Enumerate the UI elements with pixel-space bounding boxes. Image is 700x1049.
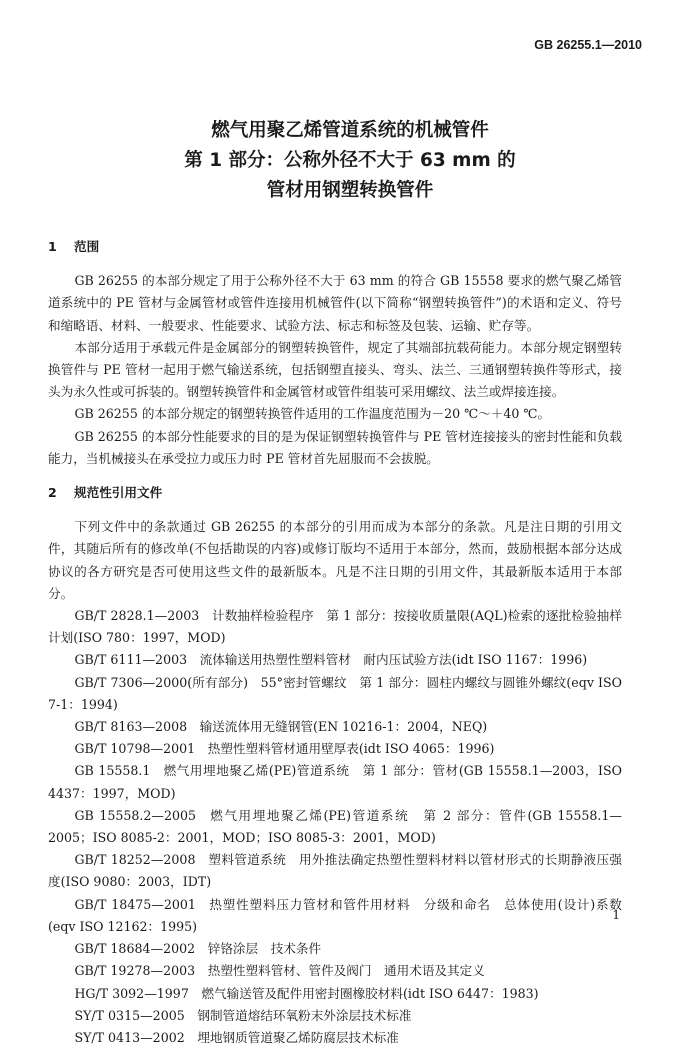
reference-code: GB/T 6111—2003 xyxy=(74,652,188,668)
reference-item xyxy=(48,672,622,716)
reference-title: 钢制管道熔结环氧粉末外涂层技术标准 xyxy=(197,1007,412,1023)
reference-code: SY/T 0315—2005 xyxy=(74,1007,185,1023)
section-title: 规范性引用文件 xyxy=(74,485,163,501)
reference-title: 55°密封管螺纹 第 1 部分：圆柱内螺纹与圆锥外螺纹(eqv ISO 7-1：1994) xyxy=(48,674,622,712)
reference-title: 塑料管道系统 用外推法确定热塑性塑料材料以管材形式的长期静液压强度(ISO 9080：2003，IDT) xyxy=(48,852,623,890)
reference-title: 流体输送用热塑性塑料管材 耐内压试验方法(idt ISO 1167：1996) xyxy=(199,652,588,668)
document-body xyxy=(48,236,622,1049)
reference-code: GB/T 7306—2000(所有部分) xyxy=(74,674,249,690)
reference-code: GB/T 18252—2008 xyxy=(74,852,196,868)
reference-title: 热塑性塑料管材、管件及阀门 通用术语及其定义 xyxy=(207,963,485,979)
reference-item xyxy=(48,649,622,671)
paragraph: GB 26255 的本部分性能要求的目的是为保证钢塑转换管件与 PE 管材连接接头的密封性能和负载能力，当机械接头在承受拉力或压力时 PE 管材首先屈服而不会拔脱。 xyxy=(48,428,622,466)
reference-code: GB/T 18475—2001 xyxy=(74,896,196,912)
reference-code: GB/T 8163—2008 xyxy=(74,719,188,735)
reference-item xyxy=(48,760,622,804)
reference-title: 输送流体用无缝钢管(EN 10216-1：2004，NEQ) xyxy=(199,719,488,735)
reference-item xyxy=(48,716,622,738)
reference-item xyxy=(48,805,622,849)
reference-code: GB/T 10798—2001 xyxy=(74,741,196,757)
reference-code: HG/T 3092—1997 xyxy=(74,985,189,1001)
reference-item xyxy=(48,938,622,960)
section-title: 范围 xyxy=(74,239,100,254)
reference-title: 热塑性塑料压力管材和管件用材料 分级和命名 总体使用(设计)系数(eqv ISO 12162：1995) xyxy=(48,896,623,934)
reference-item xyxy=(48,738,622,760)
reference-item xyxy=(48,1027,622,1049)
reference-item xyxy=(48,960,622,982)
reference-code: GB 15558.1 xyxy=(74,763,151,779)
title-line: 第 1 部分：公称外径不大于 63 mm 的 xyxy=(184,150,516,171)
reference-code: GB/T 2828.1—2003 xyxy=(74,608,200,624)
section-number: 1 xyxy=(48,239,57,254)
section-heading-normative-references xyxy=(48,482,622,504)
reference-title: 热塑性塑料管材通用壁厚表(idt ISO 4065：1996) xyxy=(207,741,495,757)
paragraph: GB 26255 的本部分规定的钢塑转换管件适用的工作温度范围为－20 ℃～＋40 ℃。 xyxy=(74,406,551,422)
reference-title: 燃气用埋地聚乙烯(PE)管道系统 第 2 部分：管件(GB 15558.1—2005；ISO 8085-2：2001，MOD；ISO 8085-3：2001，MOD) xyxy=(48,807,622,846)
reference-item xyxy=(48,605,622,649)
reference-item xyxy=(48,849,622,893)
reference-code: GB/T 19278—2003 xyxy=(74,963,196,979)
reference-item xyxy=(48,894,622,938)
reference-code: SY/T 0413—2002 xyxy=(74,1029,185,1045)
standard-number: GB 26255.1—2010 xyxy=(534,38,642,52)
document-title xyxy=(0,116,700,206)
title-line: 管材用钢塑转换管件 xyxy=(266,180,434,201)
reference-item xyxy=(48,983,622,1005)
section-number: 2 xyxy=(48,485,57,501)
reference-item xyxy=(48,1005,622,1027)
paragraph: GB 26255 的本部分规定了用于公称外径不大于 63 mm 的符合 GB 15558 要求的燃气聚乙烯管道系统中的 PE 管材与金属管材或管件连接用机械管件(以下简称“钢塑转换管件”)的术语和定义、符号和缩略语、材料、一般要求、性能要求、试验方法、标志和标签及包装、运输、贮存等。 xyxy=(48,273,622,333)
title-line: 燃气用聚乙烯管道系统的机械管件 xyxy=(211,120,489,141)
reference-list xyxy=(48,605,622,1049)
reference-code: GB/T 18684—2002 xyxy=(74,941,196,957)
paragraph: 下列文件中的条款通过 GB 26255 的本部分的引用而成为本部分的条款。凡是注日期的引用文件，其随后所有的修改单(不包括勘误的内容)或修订版均不适用于本部分，然而，鼓励根据本部分达成协议的各方研究是否可使用这些文件的最新版本。凡是不注日期的引用文件，其最新版本适用于本部分。 xyxy=(48,519,622,601)
reference-title: 计数抽样检验程序 第 1 部分：按接收质量限(AQL)检索的逐批检验抽样计划(ISO 780：1997，MOD) xyxy=(48,608,622,646)
reference-title: 燃气输送管及配件用密封圈橡胶材料(idt ISO 6447：1983) xyxy=(201,985,539,1001)
paragraph: 本部分适用于承载元件是金属部分的钢塑转换管件，规定了其端部抗载荷能力。本部分规定钢塑转换管件与 PE 管材一起用于燃气输送系统，包括钢塑直接头、弯头、法兰、三通钢塑转换件等形式，接头为永久性或可拆装的。钢塑转换管件和金属管材或管件组装可采用螺纹、法兰或焊接连接。 xyxy=(48,339,622,400)
reference-title: 锌铬涂层 技术条件 xyxy=(207,941,322,957)
reference-code: GB 15558.2—2005 xyxy=(74,807,197,823)
page-number: 1 xyxy=(612,908,620,922)
reference-title: 燃气用埋地聚乙烯(PE)管道系统 第 1 部分：管材(GB 15558.1—2003，ISO 4437：1997，MOD) xyxy=(48,763,622,801)
section-heading-scope xyxy=(48,236,622,258)
reference-title: 埋地钢质管道聚乙烯防腐层技术标准 xyxy=(197,1029,399,1045)
